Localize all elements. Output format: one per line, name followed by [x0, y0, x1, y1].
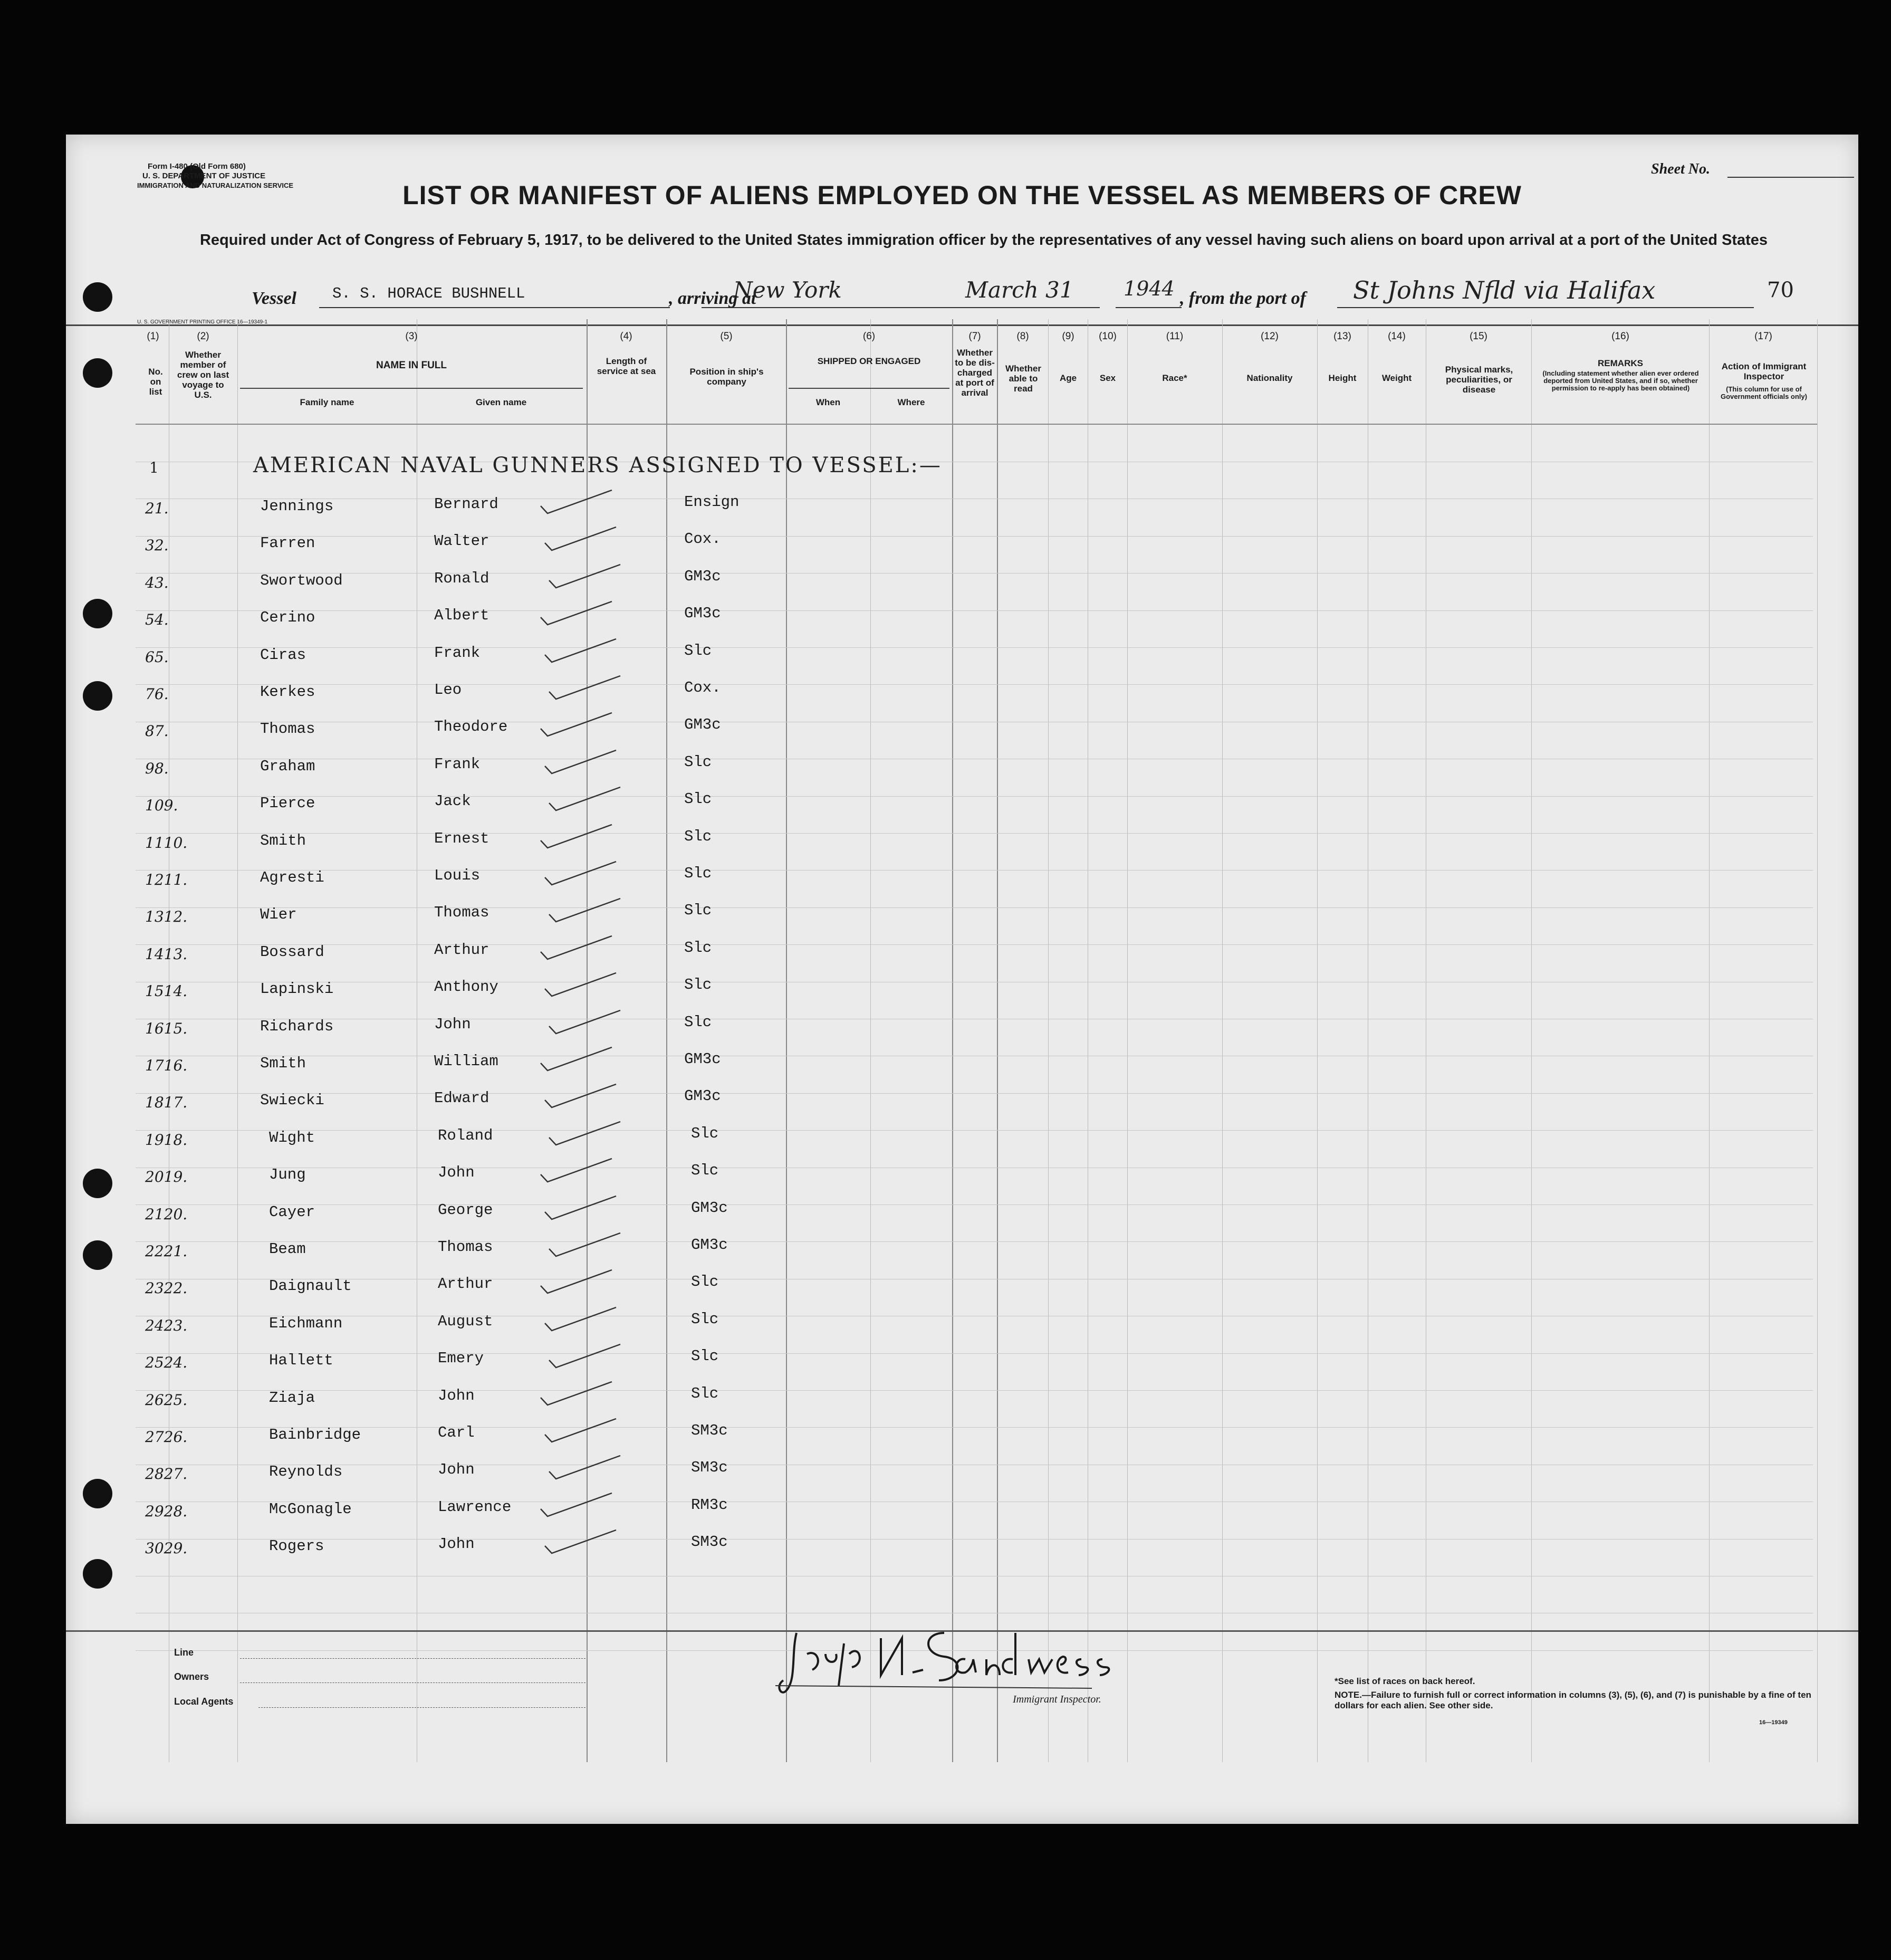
heading-row-text: AMERICAN NAVAL GUNNERS ASSIGNED TO VESSEL:—: [253, 453, 942, 477]
given-name: Ernest: [434, 830, 489, 847]
position: Slc: [684, 976, 712, 993]
manifest-sheet: [66, 135, 1858, 1824]
check-mark-icon: [538, 1043, 617, 1075]
column-header-note: (Including statement whether alien ever ordered deported from United States, and if so, whether permission to re-apply has been obtained): [1542, 369, 1699, 392]
check-mark-icon: [546, 1229, 626, 1260]
family-name: Eichmann: [269, 1315, 343, 1332]
row-rule: [136, 647, 1813, 648]
family-name: Swiecki: [260, 1092, 324, 1109]
punch-hole: [83, 1240, 112, 1270]
position: GM3c: [684, 605, 721, 622]
row-rule: [136, 907, 1813, 908]
check-mark-icon: [546, 672, 626, 703]
family-name: Smith: [260, 1055, 306, 1072]
column-header: Height: [1328, 373, 1357, 383]
heading-row-number: 1: [149, 459, 159, 476]
given-name: Thomas: [438, 1238, 493, 1256]
agency-line-2: IMMIGRATION AND NATURALIZATION SERVICE: [137, 181, 294, 189]
penalty-note: NOTE.—Failure to furnish full or correct information in columns (3), (5), (6), and (7) is punishable by a fine of ten dollars for each alien. See other side.: [1335, 1690, 1811, 1710]
row-rule: [136, 684, 1813, 685]
position: SM3c: [691, 1533, 728, 1551]
position: Slc: [684, 865, 712, 882]
family-name: Wight: [269, 1129, 315, 1146]
position: Slc: [691, 1273, 719, 1290]
column-header: Nationality: [1246, 373, 1293, 383]
check-mark-icon: [546, 894, 626, 926]
row-number: 1110.: [145, 834, 188, 852]
check-mark-icon: [542, 1526, 621, 1557]
row-rule: [136, 536, 1813, 537]
arrival-date: March 31: [965, 277, 1074, 303]
row-number: 1716.: [145, 1057, 188, 1074]
row-number: 1817.: [145, 1094, 188, 1111]
row-number: 43.: [145, 574, 169, 591]
check-mark-icon: [546, 1340, 626, 1372]
column-header: Whether to be dis-charged at port of arrival: [955, 348, 995, 398]
check-mark-icon: [542, 1303, 621, 1335]
row-rule: [136, 1093, 1813, 1094]
family-name: Cerino: [260, 609, 315, 626]
row-number: 65.: [145, 648, 169, 666]
punch-hole: [83, 1559, 112, 1589]
row-rule: [136, 870, 1813, 871]
row-number: 1615.: [145, 1020, 188, 1037]
given-name: Arthur: [434, 941, 489, 959]
family-name: Thomas: [260, 720, 315, 738]
printing-office-note: U. S. GOVERNMENT PRINTING OFFICE 16—19349-1: [137, 319, 268, 325]
position: Slc: [691, 1125, 719, 1142]
column-header: REMARKS: [1598, 358, 1643, 368]
family-name: Jennings: [260, 498, 334, 515]
column-header: Whether able to read: [1005, 364, 1041, 394]
check-mark-icon: [542, 1192, 621, 1223]
signature-caption: Immigrant Inspector.: [1013, 1694, 1101, 1705]
given-name: Roland: [438, 1127, 493, 1144]
column-header: Given name: [475, 397, 527, 407]
position: Slc: [691, 1385, 719, 1402]
given-name: Carl: [438, 1424, 475, 1441]
column-number: (5): [720, 331, 733, 342]
column-number: (16): [1611, 331, 1629, 342]
check-mark-icon: [538, 486, 617, 518]
row-number: 2827.: [145, 1465, 188, 1483]
given-name: William: [434, 1053, 498, 1070]
family-name: Ciras: [260, 646, 306, 664]
form-subtitle: Required under Act of Congress of February 5, 1917, to be delivered to the United States immigration officer by the representatives of any vessel having such aliens on board upon arrival at a port of the United States: [199, 232, 1768, 248]
position: GM3c: [684, 568, 721, 585]
family-name: Bainbridge: [269, 1426, 361, 1443]
check-mark-icon: [546, 1117, 626, 1149]
position: Slc: [684, 642, 712, 659]
row-number: 1918.: [145, 1131, 188, 1149]
check-mark-icon: [538, 709, 617, 740]
column-number: (3): [405, 331, 418, 342]
family-name: Jung: [269, 1166, 306, 1183]
position: GM3c: [684, 1087, 721, 1105]
punch-hole: [83, 1169, 112, 1198]
form-code: 16—19349: [1759, 1719, 1788, 1726]
family-name: Cayer: [269, 1203, 315, 1221]
form-number: Form I-480 (Old Form 680): [148, 162, 246, 171]
position: Slc: [691, 1347, 719, 1365]
check-mark-icon: [542, 1080, 621, 1112]
family-name: Graham: [260, 758, 315, 775]
vessel-label: Vessel: [252, 289, 296, 308]
column-header: Whether member of crew on last voyage to U.S.: [177, 350, 229, 400]
given-name: Frank: [434, 644, 481, 662]
given-name: John: [438, 1387, 475, 1404]
position: Slc: [684, 939, 712, 957]
row-rule: [136, 796, 1813, 797]
check-mark-icon: [542, 1414, 621, 1446]
family-name: Swortwood: [260, 572, 343, 589]
check-mark-icon: [546, 560, 626, 592]
given-name: Theodore: [434, 718, 508, 735]
column-number: (7): [968, 331, 981, 342]
local-agents-label: Local Agents: [174, 1696, 234, 1707]
column-header: Race*: [1162, 373, 1187, 383]
position: GM3c: [691, 1236, 728, 1254]
given-name: Arthur: [438, 1275, 493, 1293]
given-name: Walter: [434, 532, 489, 550]
column-header: Position in ship's company: [689, 367, 764, 387]
position: Slc: [684, 902, 712, 919]
punch-hole: [83, 599, 112, 628]
family-name: Lapinski: [260, 980, 334, 998]
position: Slc: [684, 790, 712, 808]
row-number: 2625.: [145, 1391, 188, 1409]
column-header: Length of service at sea: [597, 356, 656, 376]
vessel-name: S. S. HORACE BUSHNELL: [332, 285, 525, 302]
from-port: St Johns Nfld via Halifax: [1353, 276, 1656, 304]
position: Slc: [684, 828, 712, 845]
check-mark-icon: [542, 523, 621, 554]
column-header: Weight: [1381, 373, 1412, 383]
column-header: Action of Immigrant Inspector: [1721, 361, 1807, 381]
signature-text: [775, 1622, 776, 1623]
given-name: John: [438, 1164, 475, 1181]
check-mark-icon: [538, 820, 617, 852]
check-mark-icon: [542, 857, 621, 889]
column-number: (6): [862, 331, 876, 342]
column-number: (4): [620, 331, 632, 342]
check-mark-icon: [542, 969, 621, 1000]
column-header: When: [815, 397, 841, 407]
column-header: SHIPPED OR ENGAGED: [817, 356, 921, 366]
given-name: Ronald: [434, 570, 489, 587]
inspector-signature: [775, 1622, 1187, 1704]
family-name: Smith: [260, 832, 306, 849]
line-label: Line: [174, 1647, 194, 1658]
position: Slc: [684, 1014, 712, 1031]
row-rule: [136, 1130, 1813, 1131]
row-number: 1312.: [145, 908, 188, 925]
row-number: 2019.: [145, 1168, 188, 1185]
position: Slc: [691, 1162, 719, 1179]
check-mark-icon: [546, 783, 626, 815]
check-mark-icon: [538, 597, 617, 629]
family-name: Hallett: [269, 1352, 333, 1369]
position: GM3c: [684, 1050, 721, 1068]
punch-hole: [83, 681, 112, 711]
family-name: Agresti: [260, 869, 324, 886]
row-number: 109.: [145, 797, 178, 814]
family-name: Farren: [260, 534, 315, 552]
row-number: 98.: [145, 760, 169, 777]
arriving-port: New York: [733, 277, 842, 303]
column-number: (14): [1388, 331, 1406, 342]
given-name: Louis: [434, 867, 481, 884]
position: Cox.: [684, 679, 721, 696]
column-header: Physical marks, peculiarities, or disease: [1445, 365, 1513, 395]
family-name: Ziaja: [269, 1389, 315, 1407]
row-number: 54.: [145, 611, 169, 628]
column-number: (9): [1062, 331, 1074, 342]
position: SM3c: [691, 1422, 728, 1439]
given-name: Jack: [434, 792, 471, 810]
column-number: (8): [1016, 331, 1029, 342]
row-number: 2322.: [145, 1279, 188, 1297]
position: Slc: [691, 1311, 719, 1328]
row-rule: [136, 1539, 1813, 1540]
position: Ensign: [684, 493, 740, 511]
given-name: Frank: [434, 756, 481, 773]
row-number: 87.: [145, 722, 169, 740]
row-number: 2726.: [145, 1428, 188, 1446]
row-number: 32.: [145, 537, 169, 554]
given-name: Albert: [434, 607, 489, 624]
form-title: LIST OR MANIFEST OF ALIENS EMPLOYED ON THE VESSEL AS MEMBERS OF CREW: [402, 180, 1522, 210]
given-name: John: [434, 1016, 471, 1033]
given-name: Bernard: [434, 495, 498, 513]
position: GM3c: [691, 1199, 728, 1217]
agency-line-1: U. S. DEPARTMENT OF JUSTICE: [142, 171, 266, 180]
row-number: 1413.: [145, 945, 188, 963]
check-mark-icon: [546, 1006, 626, 1038]
given-name: Thomas: [434, 904, 489, 921]
column-header-note: (This column for use of Government officials only): [1721, 385, 1807, 400]
row-rule: [136, 1427, 1813, 1428]
sheet-label: Sheet No.: [1651, 161, 1710, 177]
given-name: August: [438, 1313, 493, 1330]
column-number: (2): [197, 331, 209, 342]
column-number: (13): [1333, 331, 1351, 342]
column-header: No. on list: [148, 367, 163, 397]
row-number: 1514.: [145, 982, 188, 1000]
column-number: (11): [1166, 331, 1184, 342]
check-mark-icon: [538, 1378, 617, 1409]
family-name: Rogers: [269, 1537, 324, 1555]
punch-hole: [83, 358, 112, 388]
row-rule: [136, 1241, 1813, 1242]
family-name: Bossard: [260, 943, 324, 961]
row-number: 76.: [145, 685, 169, 703]
from-port-label: , from the port of: [1180, 289, 1306, 308]
position: SM3c: [691, 1459, 728, 1476]
family-name: McGonagle: [269, 1500, 352, 1518]
column-header: Sex: [1099, 373, 1116, 383]
row-rule: [136, 1353, 1813, 1354]
family-name: Kerkes: [260, 683, 315, 701]
row-number: 3029.: [145, 1540, 188, 1557]
check-mark-icon: [538, 1489, 617, 1521]
family-name: Beam: [269, 1240, 306, 1258]
given-name: Lawrence: [438, 1498, 512, 1516]
position: GM3c: [684, 716, 721, 733]
family-name: Wier: [260, 906, 297, 923]
column-number: (17): [1754, 331, 1772, 342]
check-mark-icon: [538, 1266, 617, 1297]
column-number: (15): [1470, 331, 1487, 342]
races-note: *See list of races on back hereof.: [1335, 1676, 1475, 1686]
column-header: Family name: [300, 397, 354, 407]
position: Cox.: [684, 530, 721, 548]
check-mark-icon: [538, 1154, 617, 1186]
family-name: Reynolds: [269, 1463, 343, 1480]
column-number: (10): [1099, 331, 1117, 342]
arrival-year: 1944: [1124, 277, 1175, 300]
column-header: Where: [897, 397, 925, 407]
column-number: (12): [1261, 331, 1279, 342]
owners-label: Owners: [174, 1671, 209, 1682]
family-name: Daignault: [269, 1277, 352, 1295]
given-name: George: [438, 1201, 493, 1219]
position: RM3c: [691, 1496, 728, 1514]
given-name: John: [438, 1535, 475, 1553]
check-mark-icon: [542, 746, 621, 778]
check-mark-icon: [538, 932, 617, 963]
row-number: 2120.: [145, 1206, 188, 1223]
family-name: Richards: [260, 1018, 334, 1035]
row-rule: [136, 833, 1813, 834]
given-name: Emery: [438, 1350, 484, 1367]
check-mark-icon: [546, 1451, 626, 1483]
row-rule: [136, 1204, 1813, 1205]
given-name: Leo: [434, 681, 462, 699]
row-number: 21.: [145, 500, 169, 517]
check-mark-icon: [542, 635, 621, 666]
row-rule: [136, 944, 1813, 945]
position: Slc: [684, 753, 712, 771]
given-name: John: [438, 1461, 475, 1478]
column-number: (1): [147, 331, 159, 342]
given-name: Anthony: [434, 978, 498, 996]
column-header: Age: [1059, 373, 1077, 383]
given-name: Edward: [434, 1089, 489, 1107]
family-name: Pierce: [260, 795, 315, 812]
row-rule: [136, 610, 1813, 611]
row-number: 2928.: [145, 1503, 188, 1520]
row-rule: [136, 1390, 1813, 1391]
row-number: 2423.: [145, 1317, 188, 1334]
row-number: 2221.: [145, 1242, 188, 1260]
column-header: NAME IN FULL: [376, 360, 447, 371]
arriving-label: , arriving at: [669, 289, 756, 308]
punch-hole: [83, 282, 112, 312]
row-number: 2524.: [145, 1354, 188, 1371]
page-number: 70: [1767, 278, 1794, 302]
punch-hole: [83, 1479, 112, 1508]
row-number: 1211.: [145, 871, 188, 888]
